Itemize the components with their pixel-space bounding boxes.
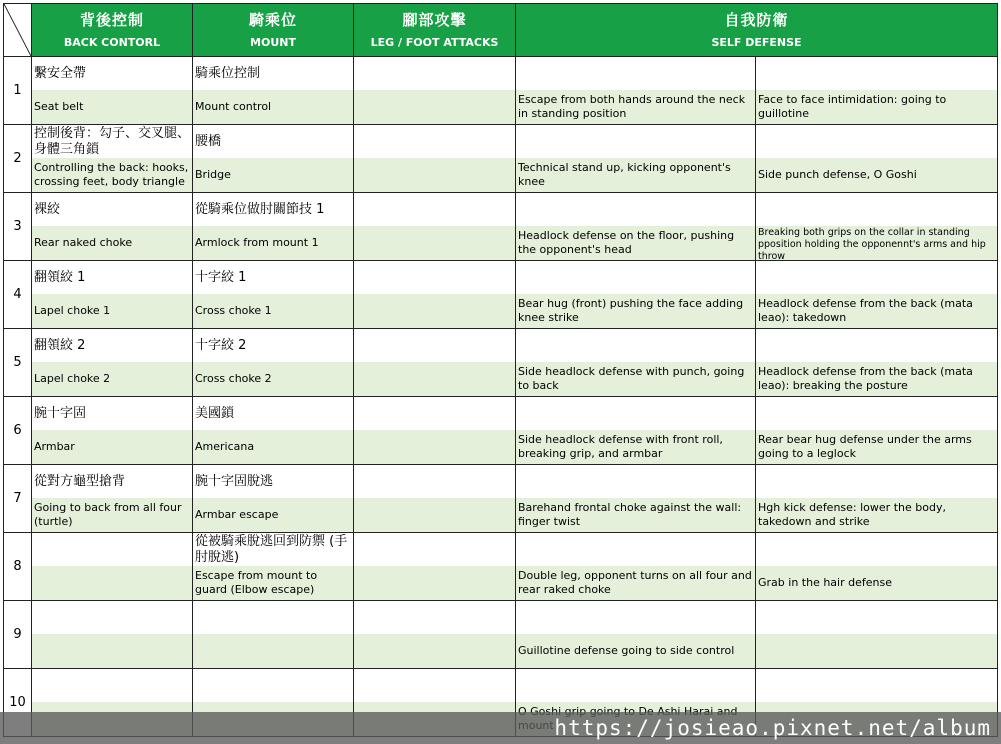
- technique-en: Barehand frontal choke against the wall: finger twist: [516, 498, 755, 532]
- technique-en: Face to face intimidation: going to guillotine: [756, 90, 997, 124]
- table-row: [4, 533, 998, 601]
- technique-en: Escape from both hands around the neck in standing position: [516, 90, 755, 124]
- row-number: 8: [4, 533, 32, 601]
- technique-en: Armlock from mount 1: [193, 226, 353, 260]
- technique-zh: [516, 601, 755, 634]
- technique-zh: 控制後背：勾子、交叉腿、身體三角鎖: [34, 126, 191, 157]
- technique-en: Bridge: [193, 158, 353, 192]
- technique-en: Side headlock defense with front roll, breaking grip, and armbar: [516, 430, 755, 464]
- cell-leg-attack: [354, 397, 516, 465]
- technique-zh: [756, 601, 997, 634]
- technique-en: [354, 430, 515, 464]
- technique-zh: 十字絞 2: [193, 329, 353, 362]
- technique-zh: [354, 57, 515, 90]
- technique-en: Mount control: [193, 90, 353, 124]
- technique-en: [32, 634, 192, 668]
- cell-back-control: [32, 601, 193, 669]
- technique-en: [354, 90, 515, 124]
- technique-zh: [516, 533, 755, 566]
- technique-zh: 翻領絞 2: [32, 329, 192, 362]
- technique-zh: [354, 329, 515, 362]
- cell-mount: [193, 601, 354, 669]
- technique-zh: 美國鎖: [193, 397, 353, 430]
- cell-leg-attack: [354, 533, 516, 601]
- technique-en: Side punch defense, O Goshi: [756, 158, 997, 192]
- cell-mount: [193, 57, 354, 125]
- header-en: BACK CONTORL: [63, 36, 161, 49]
- technique-zh: [516, 57, 755, 90]
- technique-en: Headlock defense from the back (mata leao): takedown: [756, 294, 997, 328]
- technique-en: Breaking both grips on the collar in standing pposition holding the opponennt's arms and hip throw: [756, 226, 997, 260]
- cell-mount: [193, 533, 354, 601]
- header-self-defense: [516, 4, 998, 57]
- cell-back-control: [32, 329, 193, 397]
- technique-zh: [756, 397, 997, 430]
- technique-en: Bear hug (front) pushing the face adding knee strike: [516, 294, 755, 328]
- technique-zh: 從騎乘位做肘關節技 1: [193, 193, 353, 226]
- cell-back-control: [32, 193, 193, 261]
- row-number: 1: [4, 57, 32, 125]
- technique-zh: [193, 601, 353, 634]
- cell-self-defense-b: [756, 57, 998, 125]
- technique-en: Controlling the back: hooks, crossing feet, body triangle: [32, 158, 192, 192]
- cell-mount: [193, 261, 354, 329]
- cell-self-defense-b: [756, 533, 998, 601]
- technique-en: Escape from mount to guard (Elbow escape): [193, 566, 353, 600]
- technique-en: [354, 362, 515, 396]
- technique-zh: [516, 125, 755, 158]
- header-en: SELF DEFENSE: [711, 36, 802, 49]
- technique-zh: [354, 669, 515, 702]
- technique-en: Rear bear hug defense under the arms going to a leglock: [756, 430, 997, 464]
- header-zh: 背後控制: [79, 11, 144, 29]
- technique-zh: [354, 261, 515, 294]
- technique-zh: [516, 669, 755, 702]
- technique-en: [756, 634, 997, 668]
- row-number: 6: [4, 397, 32, 465]
- table-row: [4, 193, 998, 261]
- cell-back-control: [32, 261, 193, 329]
- curriculum-table: [3, 3, 998, 737]
- header-mount: [193, 4, 354, 57]
- corner-cell: [4, 4, 32, 57]
- technique-en: Side headlock defense with punch, going to back: [516, 362, 755, 396]
- diagonal-line-icon: [4, 4, 31, 56]
- technique-zh: [354, 601, 515, 634]
- technique-en: Cross choke 1: [193, 294, 353, 328]
- header-en: LEG / FOOT ATTACKS: [370, 36, 499, 49]
- technique-en: [354, 634, 515, 668]
- header-zh: 自我防衛: [724, 11, 789, 29]
- technique-zh: [516, 397, 755, 430]
- cell-mount: [193, 329, 354, 397]
- cell-leg-attack: [354, 193, 516, 261]
- cell-leg-attack: [354, 57, 516, 125]
- technique-en: Cross choke 2: [193, 362, 353, 396]
- technique-en: Armbar escape: [193, 498, 353, 532]
- table-row: [4, 329, 998, 397]
- cell-back-control: [32, 465, 193, 533]
- technique-en: Headlock defense on the floor, pushing the opponent's head: [516, 226, 755, 260]
- technique-zh: [756, 669, 997, 702]
- technique-zh: [516, 261, 755, 294]
- technique-en: Seat belt: [32, 90, 192, 124]
- technique-en: Hgh kick defense: lower the body, takedown and strike: [756, 498, 997, 532]
- cell-self-defense-a: [516, 533, 756, 601]
- cell-self-defense-b: [756, 261, 998, 329]
- cell-self-defense-a: [516, 465, 756, 533]
- row-number: 5: [4, 329, 32, 397]
- cell-leg-attack: [354, 601, 516, 669]
- technique-zh: [756, 465, 997, 498]
- technique-en: [354, 226, 515, 260]
- cell-self-defense-a: [516, 193, 756, 261]
- technique-zh: [354, 533, 515, 566]
- technique-en: Lapel choke 1: [32, 294, 192, 328]
- technique-en: Technical stand up, kicking opponent's knee: [516, 158, 755, 192]
- technique-en: Armbar: [32, 430, 192, 464]
- technique-en: Lapel choke 2: [32, 362, 192, 396]
- technique-zh: 騎乘位控制: [193, 57, 353, 90]
- table-row: [4, 125, 998, 193]
- cell-self-defense-a: [516, 397, 756, 465]
- table-row: [4, 465, 998, 533]
- technique-zh: [516, 329, 755, 362]
- table-body: [4, 57, 998, 737]
- cell-mount: [193, 397, 354, 465]
- technique-zh: [32, 669, 192, 702]
- technique-zh: [354, 125, 515, 158]
- cell-self-defense-a: [516, 261, 756, 329]
- technique-zh: [516, 465, 755, 498]
- header-zh: 騎乘位: [248, 11, 297, 29]
- technique-en: [354, 498, 515, 532]
- technique-en: Guillotine defense going to side control: [516, 634, 755, 668]
- watermark: https://josieao.pixnet.net/album: [0, 712, 1001, 744]
- technique-en: [354, 158, 515, 192]
- table-row: [4, 601, 998, 669]
- cell-self-defense-b: [756, 601, 998, 669]
- row-number: 2: [4, 125, 32, 193]
- header-leg-attacks: [354, 4, 516, 57]
- cell-self-defense-b: [756, 397, 998, 465]
- cell-leg-attack: [354, 329, 516, 397]
- technique-en: Rear naked choke: [32, 226, 192, 260]
- technique-zh: 腕十字固脫逃: [193, 465, 353, 498]
- table-row: [4, 397, 998, 465]
- technique-en: Grab in the hair defense: [756, 566, 997, 600]
- row-number: 3: [4, 193, 32, 261]
- header-en: MOUNT: [250, 36, 296, 49]
- technique-en: Going to back from all four (turtle): [32, 498, 192, 532]
- cell-self-defense-a: [516, 601, 756, 669]
- technique-en: Americana: [193, 430, 353, 464]
- row-number: 9: [4, 601, 32, 669]
- cell-self-defense-a: [516, 57, 756, 125]
- technique-zh: 從被騎乘脫逃回到防禦 (手肘脫逃): [193, 533, 353, 566]
- technique-zh: [354, 465, 515, 498]
- technique-zh: 腕十字固: [32, 397, 192, 430]
- cell-back-control: [32, 57, 193, 125]
- technique-zh: 從對方龜型搶背: [32, 465, 192, 498]
- cell-back-control: [32, 397, 193, 465]
- technique-zh: [756, 57, 997, 90]
- technique-en: [193, 634, 353, 668]
- row-number: 4: [4, 261, 32, 329]
- cell-leg-attack: [354, 261, 516, 329]
- cell-self-defense-a: [516, 329, 756, 397]
- header-row: [4, 4, 998, 57]
- technique-zh: [354, 397, 515, 430]
- technique-zh: 裸絞: [32, 193, 192, 226]
- technique-en: [354, 294, 515, 328]
- cell-self-defense-b: [756, 125, 998, 193]
- row-number: 7: [4, 465, 32, 533]
- table-row: [4, 57, 998, 125]
- technique-zh: [756, 125, 997, 158]
- table-row: [4, 261, 998, 329]
- technique-zh: [32, 533, 192, 566]
- technique-zh: 十字絞 1: [193, 261, 353, 294]
- cell-mount: [193, 465, 354, 533]
- header-back-control: [32, 4, 193, 57]
- technique-zh: [516, 193, 755, 226]
- technique-zh: [756, 533, 997, 566]
- technique-zh: 腰橋: [193, 125, 353, 158]
- cell-mount: [193, 125, 354, 193]
- technique-en: Double leg, opponent turns on all four and rear raked choke: [516, 566, 755, 600]
- technique-zh: [32, 601, 192, 634]
- cell-back-control: [32, 533, 193, 601]
- technique-en: [32, 566, 192, 600]
- technique-en: Headlock defense from the back (mata leao): breaking the posture: [756, 362, 997, 396]
- cell-mount: [193, 193, 354, 261]
- technique-zh: 翻領絞 1: [32, 261, 192, 294]
- technique-zh: 繫安全帶: [32, 57, 192, 90]
- cell-self-defense-b: [756, 329, 998, 397]
- technique-zh: [354, 193, 515, 226]
- technique-zh: [193, 669, 353, 702]
- cell-leg-attack: [354, 465, 516, 533]
- technique-zh: [756, 329, 997, 362]
- cell-self-defense-b: [756, 193, 998, 261]
- technique-zh: [756, 193, 997, 226]
- technique-en: [354, 566, 515, 600]
- cell-leg-attack: [354, 125, 516, 193]
- cell-self-defense-a: [516, 125, 756, 193]
- row-number: 10: [4, 669, 32, 737]
- cell-back-control: [32, 125, 193, 193]
- technique-zh: [756, 261, 997, 294]
- cell-self-defense-b: [756, 465, 998, 533]
- header-zh: 腳部攻擊: [402, 11, 467, 29]
